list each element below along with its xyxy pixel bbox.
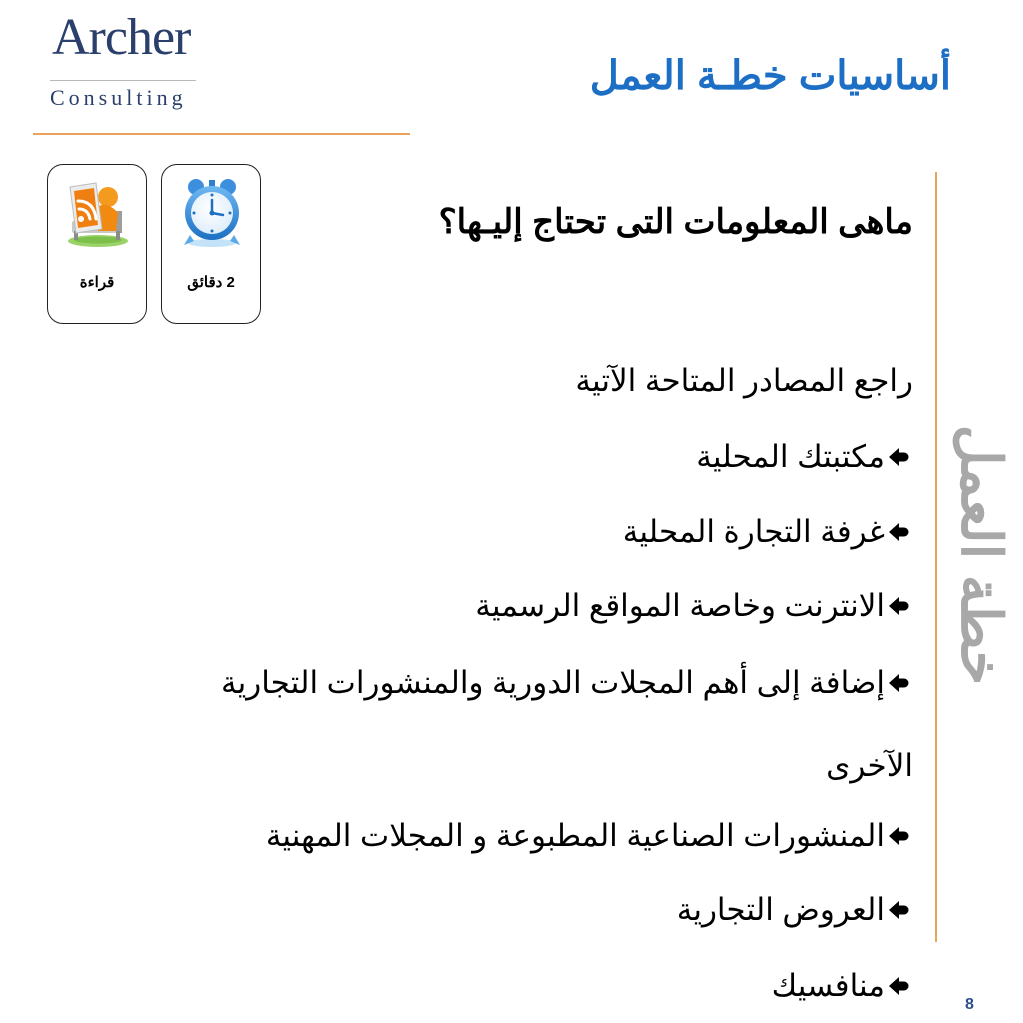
side-label-text: خطة العمل — [950, 424, 1013, 686]
list-item-text: غرفة التجارة المحلية — [622, 514, 885, 549]
logo-tagline: Consulting — [50, 85, 187, 110]
page-number: 8 — [965, 996, 974, 1013]
section-question: ماهى المعلومات التى تحتاج إليـها؟ — [438, 203, 913, 241]
arrow-bullet-icon — [887, 900, 913, 920]
list-item — [475, 589, 913, 623]
time-label: 2 دقائق — [187, 274, 235, 291]
reading-label: قراءة — [79, 274, 115, 291]
side-label — [946, 424, 1016, 686]
alarm-clock-icon — [176, 175, 248, 249]
list-item-text: الانترنت وخاصة المواقع الرسمية — [475, 588, 885, 623]
list-item — [677, 893, 913, 927]
header-divider — [33, 133, 410, 135]
arrow-bullet-icon — [887, 447, 913, 467]
logo-divider — [50, 80, 196, 81]
intro-text: راجع المصادر المتاحة الآتية — [575, 363, 913, 398]
arrow-bullet-icon — [887, 596, 913, 616]
list-item-text: المنشورات الصناعية المطبوعة و المجلات المهنية — [265, 818, 885, 853]
side-divider — [935, 172, 937, 942]
reading-card — [47, 164, 147, 324]
arrow-bullet-icon — [887, 976, 913, 996]
list-item — [623, 515, 913, 549]
list-item — [772, 969, 913, 1003]
list-item-text: العروض التجارية — [676, 892, 885, 927]
time-card — [161, 164, 261, 324]
list-item-text: إضافة إلى أهم المجلات الدورية والمنشورات التجارية — [220, 665, 885, 700]
arrow-bullet-icon — [887, 522, 913, 542]
reading-rss-icon — [62, 175, 134, 249]
arrow-bullet-icon — [887, 826, 913, 846]
slide-title: أساسيات خطـة العمل — [589, 54, 951, 98]
list-item — [696, 440, 913, 474]
list-item-continuation: الآخرى — [826, 748, 913, 783]
list-item — [266, 819, 913, 853]
arrow-bullet-icon — [887, 673, 913, 693]
archer-consulting-logo — [40, 8, 210, 118]
logo-name: Archer — [52, 9, 191, 66]
list-item-text: مكتبتك المحلية — [696, 439, 885, 474]
list-item-text: منافسيك — [771, 968, 885, 1003]
list-item — [221, 666, 913, 700]
